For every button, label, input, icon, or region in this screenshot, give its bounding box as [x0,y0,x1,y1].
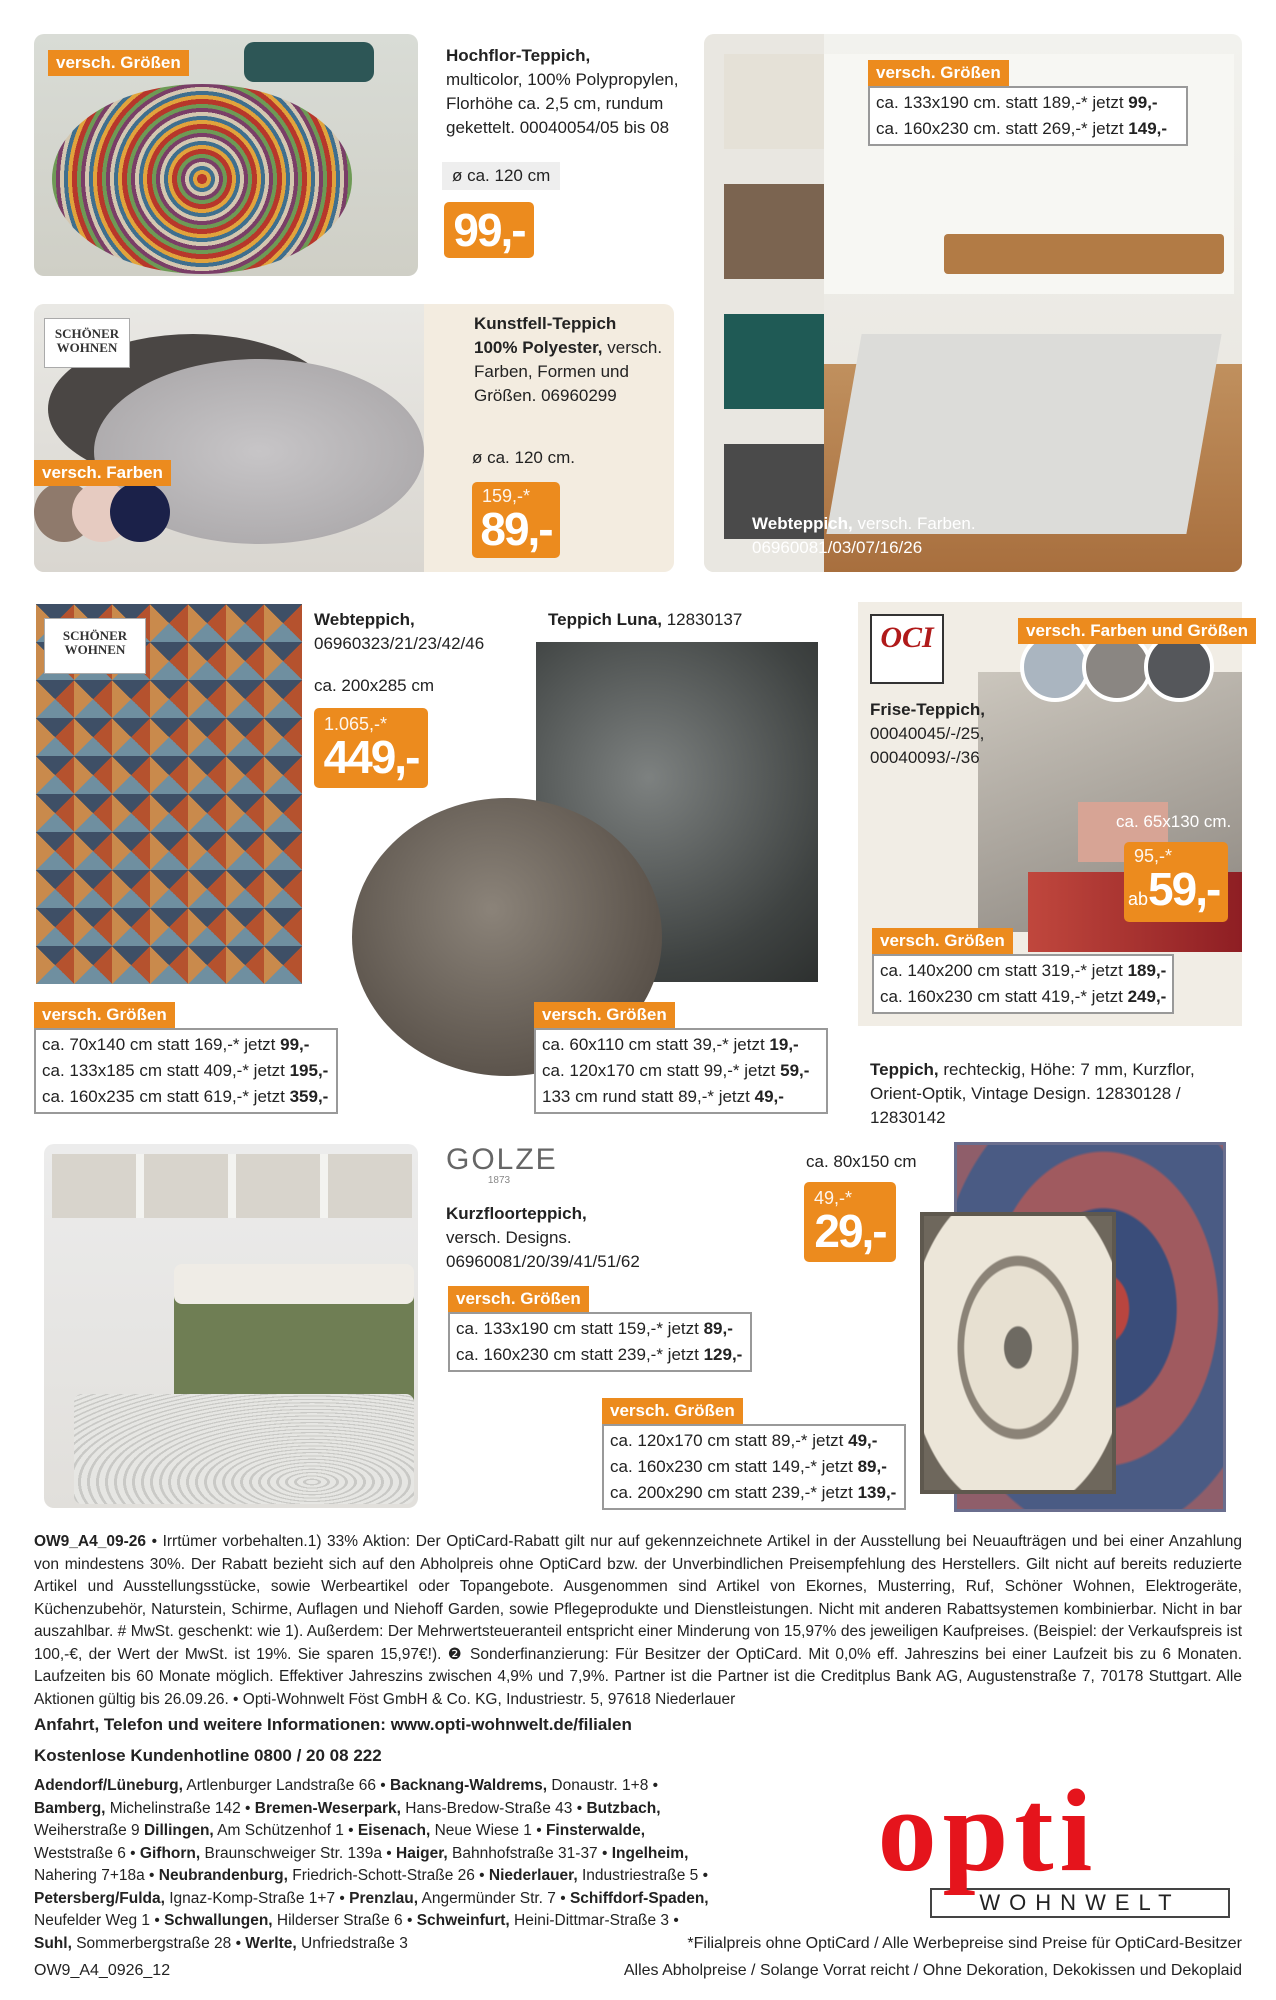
size-row: ca. 160x230 cm statt 239,-* jetzt 129,- [456,1345,743,1364]
branch-address: Michelinstraße 142 • [105,1799,255,1817]
branch-city: Haiger, [396,1844,448,1862]
branch-address: Neue Wiese 1 • [430,1822,546,1839]
branch-city: Niederlauer, [488,1867,578,1884]
badge-sizes: versch. Größen [534,1002,675,1028]
branch-address: Ignaz-Komp-Straße 1+7 • [164,1889,350,1907]
branch-address: Hilderser Straße 6 • [272,1912,417,1929]
size-price-list [34,1028,338,1114]
price-tag: 1.065,-* 449,- [314,708,428,788]
product-text-kunstfell: Kunstfell-Teppich 100% Polyester, versch. Farben, Formen und Größen. 06960299 [474,314,663,405]
badge-colors-sizes: versch. Farben und Größen [1018,618,1256,644]
branch-city: Prenzlau, [349,1889,419,1907]
product-text-golze: Kurzfloorteppich, versch. Designs. 06960081/20/39/41/51/62 [446,1204,640,1271]
branch-city: Butzbach, [586,1799,661,1817]
badge-sizes: versch. Größen [868,60,1009,86]
product-text-webteppich: Webteppich, 06960323/21/23/42/46 [314,610,485,653]
size-label: ca. 200x285 cm [314,676,435,695]
branch-city: Schiffdorf-Spaden, [569,1889,709,1907]
schoener-wohnen-logo: SCHÖNER WOHNEN [44,318,130,368]
hotline: Kostenlose Kundenhotline 0800 / 20 08 222 [34,1746,382,1765]
product-title: Kurzfloorteppich, [446,1204,587,1223]
branch-address: Weststraße 6 • [34,1844,140,1862]
size-row: ca. 133x190 cm statt 159,-* jetzt 89,- [456,1319,733,1338]
branch-city: Bremen-Weserpark, [254,1799,401,1817]
size-row: ca. 133x185 cm statt 409,-* jetzt 195,- [42,1061,329,1080]
branch-address: Sommerbergstraße 28 • [71,1934,246,1952]
size-row: ca. 160x230 cm. statt 269,-* jetzt 149,- [876,119,1168,138]
product-title: Teppich, [870,1060,939,1079]
size-row: ca. 120x170 cm statt 89,-* jetzt 49,- [610,1431,878,1450]
branch-city: Schweinfurt, [416,1912,510,1929]
info-link[interactable]: Anfahrt, Telefon und weitere Informationen: www.opti-wohnwelt.de/filialen [34,1715,632,1734]
branch-city: Gifhorn, [139,1844,201,1862]
product-text-hochflor: Hochflor-Teppich, multicolor, 100% Polypropylen, Florhöhe ca. 2,5 cm, rundum gekettelt. 00040054/05 bis 08 [446,46,679,137]
branch-address: Industriestraße 5 • [577,1867,709,1884]
badge-sizes: versch. Größen [48,50,189,76]
branch-address: Heini-Dittmar-Straße 3 • [509,1912,679,1929]
branch-address: Hans-Bredow-Straße 43 • [400,1799,587,1817]
branch-address: Friedrich-Schott-Straße 26 • [287,1867,489,1884]
branch-city: Adendorf/Lüneburg, [34,1777,183,1794]
branch-city: Ingelheim, [611,1844,689,1862]
branch-city: Werlte, [245,1934,297,1952]
badge-sizes: versch. Größen [602,1398,743,1424]
branch-address: Am Schützenhof 1 • [213,1822,358,1839]
product-text-frise: Frise-Teppich, 00040045/-/25, 00040093/-/36 [870,700,985,767]
branch-city: Bamberg, [34,1799,106,1817]
size-row: ca. 120x170 cm statt 99,-* jetzt 59,- [542,1061,810,1080]
price-tag: 99,- [444,202,534,258]
schoener-wohnen-logo: SCHÖNER WOHNEN [44,618,146,674]
size-label: ca. 80x150 cm [806,1152,917,1171]
size-price-list [602,1424,906,1510]
size-row: ca. 160x230 cm statt 419,-* jetzt 249,- [880,987,1167,1006]
branch-list [34,1775,710,1955]
size-row: ca. 160x235 cm statt 619,-* jetzt 359,- [42,1087,329,1106]
branch-address: Unfriedstraße 3 [296,1934,408,1952]
branch-city: Petersberg/Fulda, [34,1889,165,1907]
product-image-golze-bedroom [44,1144,418,1508]
size-row: ca. 133x190 cm. statt 189,-* jetzt 99,- [876,93,1158,112]
branch-city: Neubrandenburg, [158,1867,288,1884]
footer-note-1: *Filialpreis ohne OptiCard / Alle Werbepreise sind Preise für OptiCard-Besitzer [687,1935,1242,1952]
size-row: ca. 140x200 cm statt 319,-* jetzt 189,- [880,961,1167,980]
oci-logo: OCI [870,614,944,684]
branch-city: Backnang-Waldrems, [390,1777,548,1794]
size-label: ø ca. 120 cm [442,162,560,190]
badge-sizes: versch. Größen [34,1002,175,1028]
product-title: Frise-Teppich, [870,700,985,719]
branch-address: Neufelder Weg 1 • [34,1912,165,1929]
branch-address: Bahnhofstraße 31-37 • [447,1844,612,1862]
opti-wohnwelt-logo: opti WOHNWELT [734,1776,1242,1922]
badge-colors: versch. Farben [34,460,171,486]
badge-sizes: versch. Größen [872,928,1013,954]
price-tag: 159,-* 89,- [472,482,560,558]
footer-note-2: Alles Abholpreise / Solange Vorrat reicht / Ohne Dekoration, Dekokissen und Dekoplaid [623,1962,1242,1979]
branch-address: Braunschweiger Str. 139a • [200,1844,397,1862]
branch-address: Donaustr. 1+8 • [547,1777,659,1794]
size-price-list [872,954,1174,1014]
product-title: Webteppich, [314,610,415,629]
size-price-list [868,86,1188,146]
size-row: ca. 160x230 cm statt 149,-* jetzt 89,- [610,1457,887,1476]
size-row: ca. 60x110 cm statt 39,-* jetzt 19,- [542,1035,799,1054]
product-text-teppich-orient: Teppich, rechteckig, Höhe: 7 mm, Kurzflor, Orient-Optik, Vintage Design. 12830128 / 12830142 [870,1060,1195,1127]
footer-code: OW9_A4_0926_12 [34,1962,171,1979]
product-title: Teppich Luna, [548,610,662,629]
size-row: ca. 200x290 cm statt 239,-* jetzt 139,- [610,1483,897,1502]
size-price-list [448,1312,752,1372]
branch-address: Artlenburger Landstraße 66 • [182,1777,391,1794]
legal-fine-print: OW9_A4_09-26 • Irrtümer vorbehalten.1) 33% Aktion: Der OptiCard-Rabatt gilt nur auf gekennzeichnete Artikel in der Ausstellung bei Neuaufträgen und bei einer Anzahlung von mindestens 30%. Der Rabatt bezieht sich auf den Abholpreis ohne OptiCard bzw. der Unverbindlichen Preisempfehlung des Herstellers. Gilt nicht auf bereits reduzierte Artikel und Ausstellungsstücke, sowie Werbeartikel oder Topangebote. Ausgenommen sind Artikel von Ekornes, Musterring, Ruf, Schöner Wohnen, Elektrogeräte, Küchenzubehör, Naturstein, Schirme, Auflagen und Niehoff Garden, sowie Pflegeprodukte und Dienstleistungen. Nicht mit anderen Rabattsystemen kombinierbar. Nicht in bar auszahlbar. # MwSt. geschenkt: wie 1). Außerdem: Der Mehrwertsteueranteil entspricht einer Minderung von 15,97% des jeweiligen Kaufpreises. (Beispiel: der Verkaufspreis ist 100,-€, der Wert der MwSt. ist 19%. Sie sparen 15,97€!). ❷ Sonderfinanzierung: Für Besitzer der OptiCard. Mit 0,0% eff. Jahreszins bei einer Laufzeit bis zu 6 Monaten. Laufzeiten bis 60 Monate möglich. Effektiver Jahreszins zwischen 4,9% und 7,9%. Partner ist die Partner ist die Creditplus Bank AG, Augustenstraße 7, 70178 Stuttgart. Alle Aktionen gültig bis 26.09.26. • Opti-Wohnwelt Föst GmbH & Co. KG, Industriestr. 5, 97618 Niederlauer [34,1533,1242,1708]
branch-city: Eisenach, [357,1822,431,1839]
price-tag: 49,-* 29,- [804,1182,896,1262]
product-text-luna: Teppich Luna, 12830137 [548,610,743,629]
branch-address: Weiherstraße 9 [34,1822,144,1839]
size-label: ca. 65x130 cm. [1116,812,1232,831]
price-tag: 95,-* ab59,- [1124,842,1228,922]
product-caption: Webteppich, versch. Farben. 06960081/03/07/16/26 [752,514,976,557]
branch-city: Dillingen, [143,1822,214,1839]
size-price-list [534,1028,828,1114]
size-label: ø ca. 120 cm. [472,448,575,467]
branch-city: Schwallungen, [164,1912,273,1929]
branch-city: Finsterwalde, [545,1822,646,1839]
product-image-orient-beige [920,1212,1116,1494]
product-title: Hochflor-Teppich, [446,46,591,65]
size-row: 133 cm rund statt 89,-* jetzt 49,- [542,1087,784,1106]
badge-sizes: versch. Größen [448,1286,589,1312]
branch-city: Suhl, [34,1934,72,1952]
branch-address: Nahering 7+18a • [34,1867,159,1884]
branch-address: Angermünder Str. 7 • [418,1889,570,1907]
golze-logo: GOLZE 1873 [446,1143,558,1186]
size-row: ca. 70x140 cm statt 169,-* jetzt 99,- [42,1035,310,1054]
product-title: Kunstfell-Teppich [474,314,617,333]
